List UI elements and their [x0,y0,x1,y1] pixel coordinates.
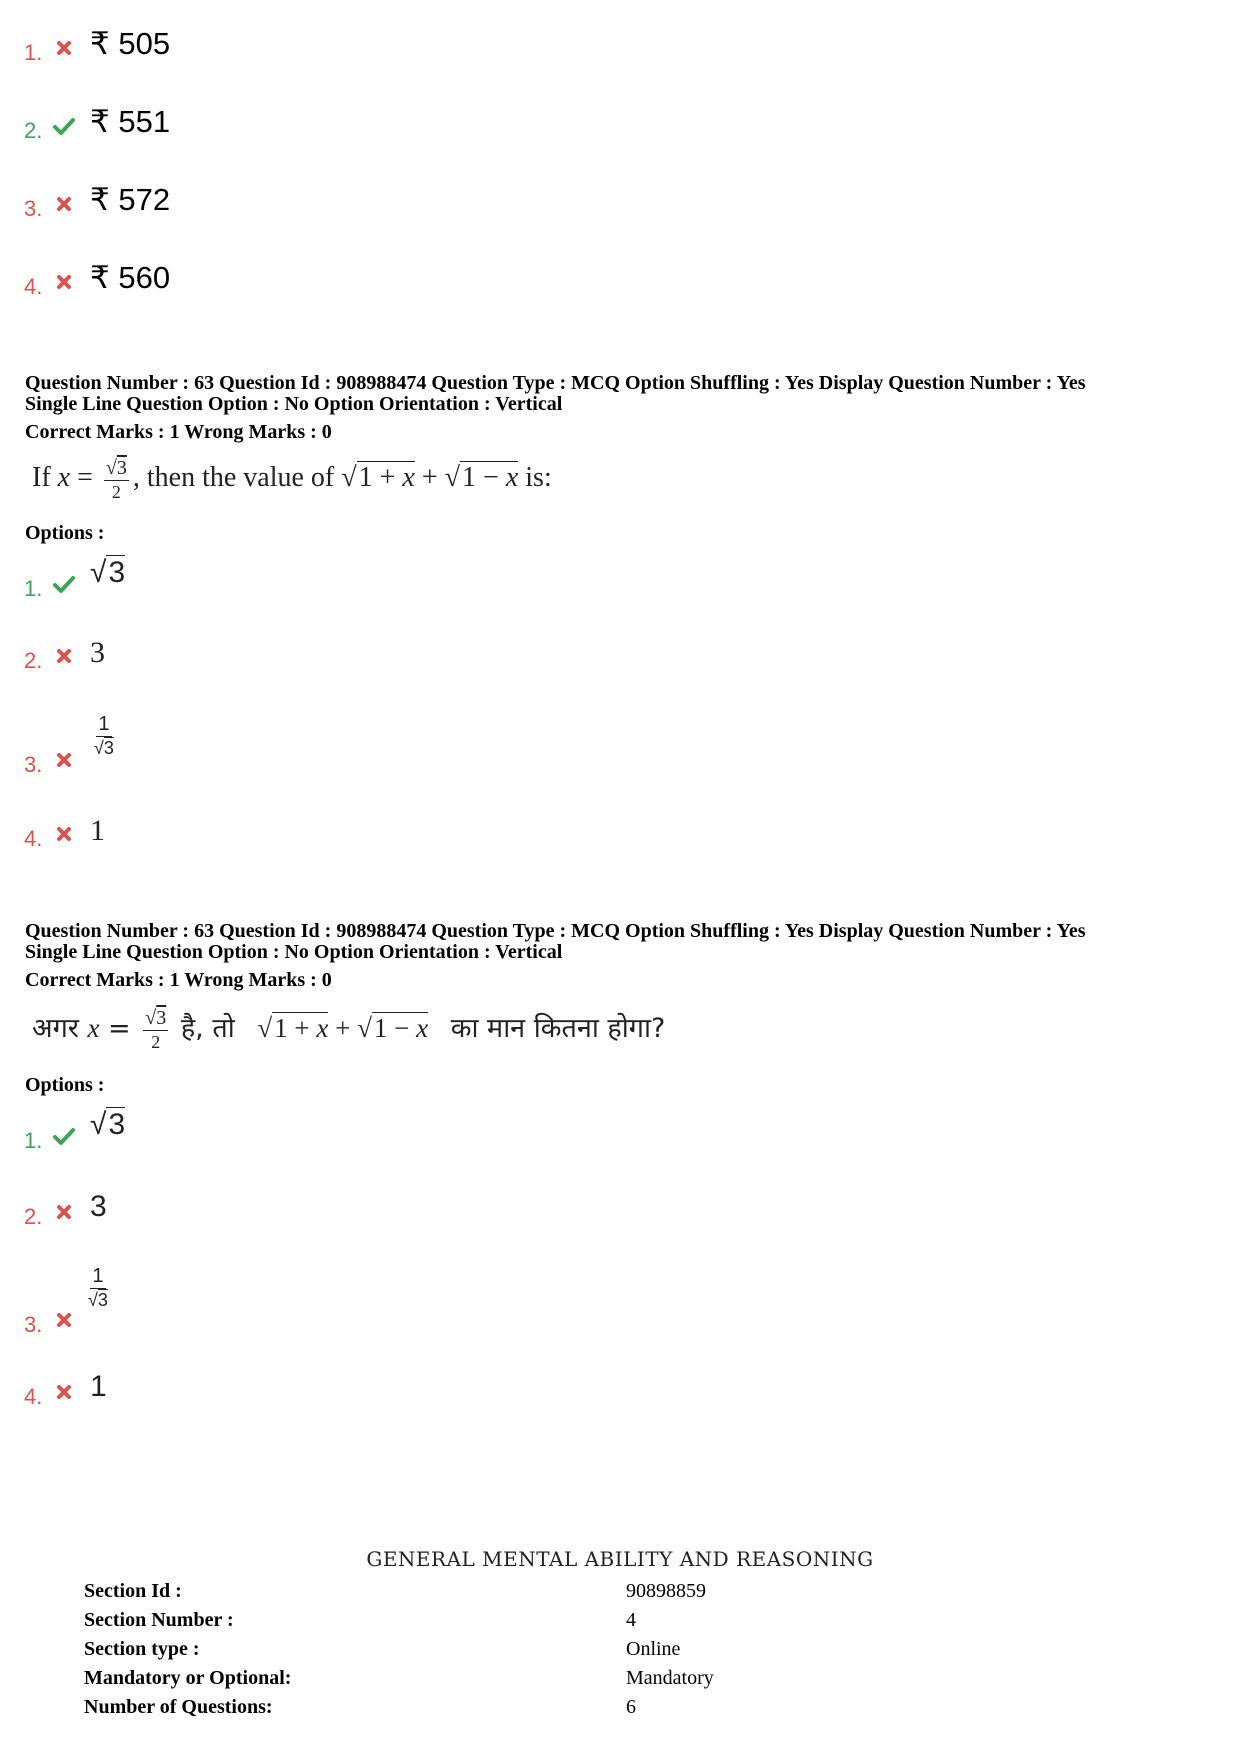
section-number-label: Section Number : [84,1609,234,1631]
cross-icon [54,1382,74,1402]
option-text: 1 [90,814,105,847]
question-meta-line2: Single Line Question Option : No Option Orientation : Vertical [25,941,563,963]
cross-icon [54,646,74,666]
option-number: 4. [24,826,43,851]
number-of-questions-value: 6 [626,1696,636,1718]
cross-icon [54,194,74,214]
option-text: ₹ 551 [90,104,171,139]
question-text-suffix: is: [525,461,552,493]
fraction-root3-over-2: $\frac{√3}{2}$ [105,457,127,502]
option-text: 3 [90,636,105,669]
question-text-mid: , then the value of [132,461,335,493]
question-meta-line2: Single Line Question Option : No Option Orientation : Vertical [25,393,563,415]
cross-icon [54,1202,74,1222]
question-meta-line1: Question Number : 63 Question Id : 908988474 Question Type : MCQ Option Shuffling : Yes Display Question Number : Yes [25,920,1086,942]
options-label: Options : [25,522,105,544]
question-text-mid: है, तो [180,1013,235,1044]
mandatory-value: Mandatory [626,1667,714,1689]
option-text: √3 [90,1108,126,1141]
section-type-label: Section type : [84,1638,200,1660]
question-marks: Correct Marks : 1 Wrong Marks : 0 [25,969,332,991]
number-of-questions-label: Number of Questions: [84,1696,273,1718]
option-text: $\frac{1}{√3}$ [94,713,114,758]
option-number: 1. [24,40,43,65]
question-text-prefix: अगर [32,1013,79,1044]
option-number: 1. [24,1128,43,1153]
options-label: Options : [25,1074,105,1096]
option-number: 4. [24,274,43,299]
cross-icon [54,824,74,844]
option-number: 4. [24,1384,43,1409]
option-number: 2. [24,648,43,673]
question-meta-line1: Question Number : 63 Question Id : 908988474 Question Type : MCQ Option Shuffling : Yes Display Question Number : Yes [25,372,1086,394]
check-icon [52,1126,76,1146]
question-text: अगर x = $\frac{√3}{2}$ है, तो √1 + x + √1 − x का मान कितना होगा? [32,1007,666,1052]
section-number-value: 4 [626,1609,636,1631]
option-number: 2. [24,118,43,143]
option-number: 3. [24,196,43,221]
option-text: ₹ 505 [90,26,171,61]
option-number: 2. [24,1204,43,1229]
question-marks: Correct Marks : 1 Wrong Marks : 0 [25,421,332,443]
option-number: 3. [24,752,43,777]
option-number: 3. [24,1312,43,1337]
option-text: ₹ 572 [90,182,171,217]
cross-icon [54,750,74,770]
option-text: 1 [90,1370,107,1403]
option-number: 1. [24,576,43,601]
section-id-value: 90898859 [626,1580,706,1602]
section-type-value: Online [626,1638,681,1660]
option-text: 3 [90,1190,107,1223]
question-text-prefix: If [32,461,51,493]
mandatory-label: Mandatory or Optional: [84,1667,292,1689]
cross-icon [54,38,74,58]
option-text: √3 [90,556,126,589]
question-text-suffix: का मान कितना होगा? [450,1013,666,1044]
section-title: GENERAL MENTAL ABILITY AND REASONING [366,1547,874,1571]
cross-icon [54,272,74,292]
cross-icon [54,1310,74,1330]
check-icon [52,116,76,136]
option-text: ₹ 560 [90,260,171,295]
section-id-label: Section Id : [84,1580,182,1602]
fraction-root3-over-2: $\frac{√3}{2}$ [145,1007,167,1052]
option-text: $\frac{1}{√3}$ [88,1265,108,1310]
question-text: If x = $\frac{√3}{2}$ , then the value of √1 + x + √1 − x is: [32,457,552,502]
check-icon [52,574,76,594]
